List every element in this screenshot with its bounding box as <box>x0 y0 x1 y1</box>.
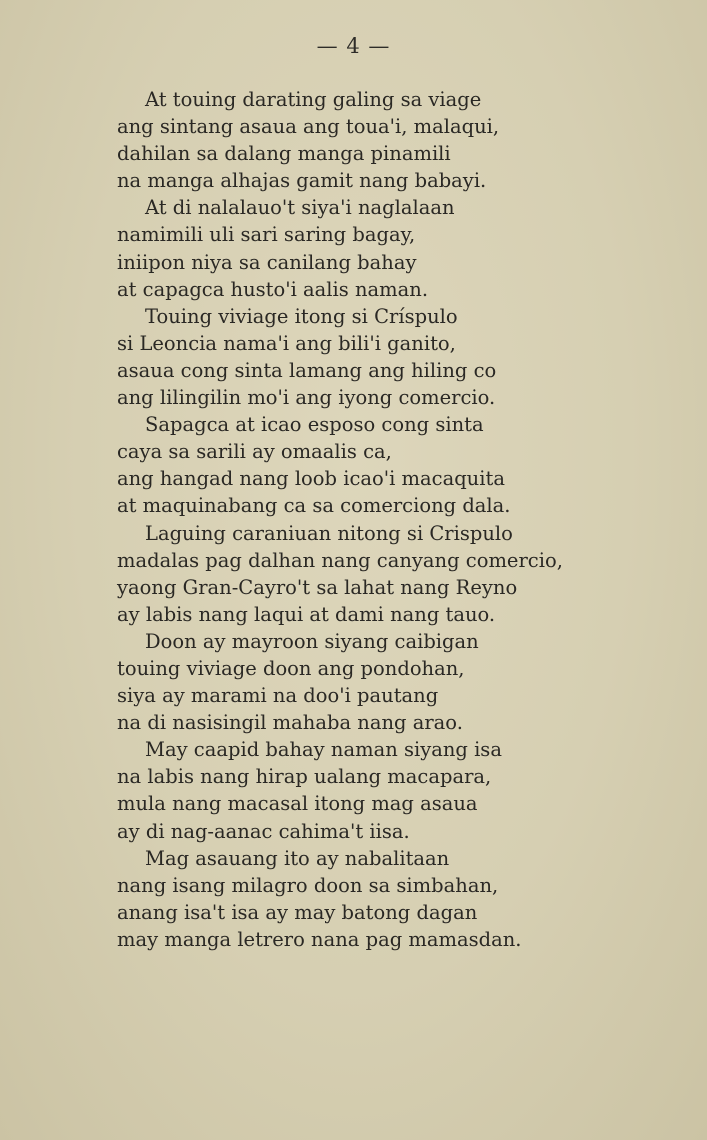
verse-line: caya sa sarili ay omaalis ca, <box>117 440 392 464</box>
stanza-1 <box>117 86 657 194</box>
verse-line: At touing darating galing sa viage <box>145 88 482 111</box>
verse-line: asaua cong sinta lamang ang hiling co <box>117 358 497 382</box>
verse-line: nang isang milagro doon sa simbahan, <box>117 873 499 897</box>
verse-line: anang isa't isa ay may batong dagan <box>117 900 478 924</box>
stanza-7 <box>117 736 657 844</box>
verse-line: touing viviage doon ang pondohan, <box>117 656 465 680</box>
poem-body <box>117 86 657 953</box>
verse-line: Sapagca at icao esposo cong sinta <box>145 413 484 437</box>
verse-line: ay di nag-aanac cahima't iisa. <box>117 819 410 843</box>
verse-line: mula nang macasal itong mag asaua <box>117 792 478 816</box>
verse-line: siya ay marami na doo'i pautang <box>117 684 439 708</box>
verse-line: yaong Gran-Cayro't sa lahat nang Reyno <box>117 575 518 599</box>
verse-line: At di nalalauo't siya'i naglalaan <box>145 196 455 220</box>
verse-line: Mag asauang ito ay nabalitaan <box>145 846 450 870</box>
verse-line: at maquinabang ca sa comerciong dala. <box>117 494 511 518</box>
stanza-8 <box>117 845 657 953</box>
verse-line: na labis nang hirap ualang macapara, <box>117 765 492 789</box>
page-number: — 4 — <box>316 34 391 58</box>
stanza-5 <box>117 520 657 628</box>
stanza-4 <box>117 411 657 519</box>
stanza-2 <box>117 194 657 302</box>
verse-line: ay labis nang laqui at dami nang tauo. <box>117 602 496 626</box>
stanza-6 <box>117 628 657 736</box>
verse-line: na manga alhajas gamit nang babayi. <box>117 169 487 193</box>
verse-line: si Leoncia nama'i ang bili'i ganito, <box>117 331 456 355</box>
verse-line: May caapid bahay naman siyang isa <box>145 738 502 762</box>
verse-line: Touing viviage itong si Críspulo <box>145 304 458 328</box>
verse-line: at capagca husto'i aalis naman. <box>117 277 429 301</box>
stanza-3 <box>117 303 657 411</box>
verse-line: iniipon niya sa canilang bahay <box>117 250 417 274</box>
verse-line: madalas pag dalhan nang canyang comercio, <box>117 548 563 572</box>
verse-line: Laguing caraniuan nitong si Crispulo <box>145 521 513 545</box>
verse-line: ang lilingilin mo'i ang iyong comercio. <box>117 386 496 410</box>
verse-line: ang sintang asaua ang toua'i, malaqui, <box>117 115 500 139</box>
verse-line: ang hangad nang loob icao'i macaquita <box>117 467 505 491</box>
verse-line: namimili uli sari saring bagay, <box>117 223 416 247</box>
verse-line: na di nasisingil mahaba nang arao. <box>117 711 463 735</box>
verse-line: may manga letrero nana pag mamasdan. <box>117 927 522 951</box>
verse-line: dahilan sa dalang manga pinamili <box>117 142 451 166</box>
verse-line: Doon ay mayroon siyang caibigan <box>145 629 479 653</box>
